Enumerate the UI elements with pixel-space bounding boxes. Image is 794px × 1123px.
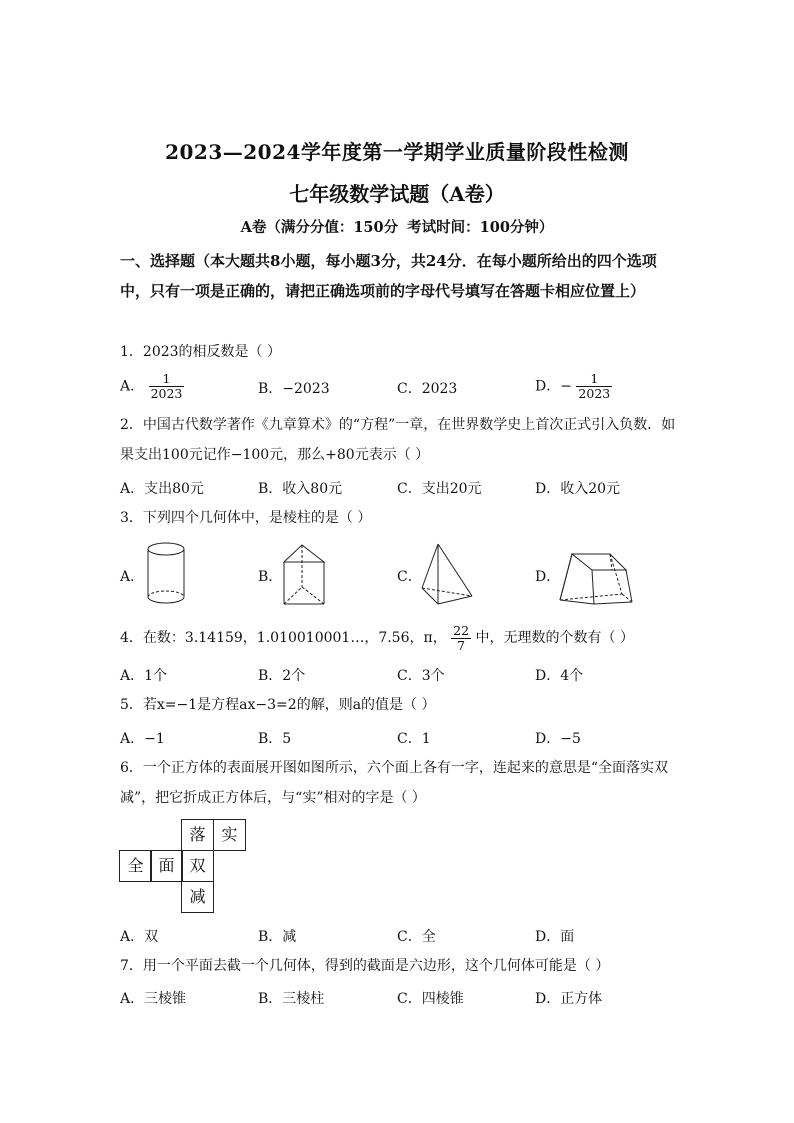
q4-fraction-numerator: 22 [453,622,470,638]
q2-option-a: A．支出80元 [120,481,204,497]
q1-option-a-label: A． [120,378,145,395]
q6-option-d: D．面 [535,929,575,945]
q4-stem [120,623,680,653]
q5-option-c: C．1 [397,731,431,747]
q1-option-a-fraction [149,372,185,401]
q4-option-b: B．2个 [258,668,306,684]
q1-stem: 1．2023的相反数是（ ） [120,344,281,360]
q2-options [120,478,680,502]
q1-option-a-denominator: 2023 [150,386,183,401]
q2-option-c: C．支出20元 [397,481,482,497]
q5-option-b: B．5 [258,731,292,747]
q2-option-d: D．收入20元 [535,481,621,497]
q1-option-a-numerator: 1 [149,372,185,387]
q7-options [120,988,680,1012]
cube-net [119,819,249,914]
q2-option-b: B．收入80元 [258,481,343,497]
q5-options [120,728,680,752]
net-cell-shuang: 双 [181,850,214,882]
pyramid-figure [418,540,478,610]
q5-option-a: A．−1 [120,731,165,747]
q4-option-d: D．4个 [535,668,584,684]
q5-stem: 5．若x=−1是方程ax−3=2的解，则a的值是（ ） [120,697,436,713]
net-cell-luo: 落 [181,819,214,851]
q4-options [120,665,680,689]
q6-stem: 6．一个正方体的表面展开图如图所示，六个面上各有一字，连起来的意思是“全面落实双减”，把它折成正方体后，与“实”相对的字是（ ） [120,760,669,806]
q7-option-d: D．正方体 [535,991,603,1007]
q4-fraction-denominator: 7 [457,637,466,653]
q6-options [120,926,680,950]
q1-option-d-numerator: 1 [576,372,612,387]
net-cell-mian: 面 [150,850,183,882]
q4-option-a: A．1个 [120,668,168,684]
q1-option-a [120,372,184,401]
q6-option-c: C．全 [397,929,436,945]
frustum-figure [556,544,636,610]
cylinder-figure [142,540,192,610]
q1-option-d-fraction [576,372,612,401]
q7-option-c: C．四棱锥 [397,991,464,1007]
exam-info: A卷（满分分值：150分 考试时间：100分钟） [240,219,554,236]
q4-stem-pre: 4．在数：3.14159，1.010010001…，7.56，π， [120,630,447,646]
q3-stem: 3．下列四个几何体中，是棱柱的是（ ） [120,510,372,526]
q7-option-a: A．三棱锥 [120,991,187,1007]
q1-option-b: B．−2023 [258,381,330,397]
exam-title: 2023—2024学年度第一学期学业质量阶段性检测 [165,140,629,164]
q1-options [120,371,680,401]
net-cell-shi: 实 [213,819,246,851]
q4-option-c: C．3个 [397,668,445,684]
q4-stem-post: 中，无理数的个数有（ ） [475,630,634,646]
q4-fraction [451,624,471,653]
q1-option-d-denominator: 2023 [578,386,611,401]
exam-subtitle: 七年级数学试题（A卷） [289,182,505,206]
q7-option-b: B．三棱柱 [258,991,325,1007]
section1-heading: 一、选择题（本大题共8小题，每小题3分，共24分．在每小题所给出的四个选项中，只有一项是正确的，请把正确选项前的字母代号填写在答题卡相应位置上） [120,252,657,300]
q3-option-b: B． [258,569,283,585]
q6-option-a: A．双 [120,929,159,945]
q1-option-d [535,372,612,401]
q5-option-d: D．−5 [535,731,581,747]
triangular-prism-figure [280,542,330,610]
net-cell-jian: 减 [181,881,214,913]
q3-option-c: C． [397,569,422,585]
q7-stem: 7．用一个平面去截一个几何体，得到的截面是六边形，这个几何体可能是（ ） [120,958,610,974]
q1-option-d-label: D．− [535,378,572,395]
q6-option-b: B．减 [258,929,297,945]
net-cell-quan: 全 [119,850,152,882]
q3-option-d: D． [535,569,561,585]
q2-stem: 2．中国古代数学著作《九章算术》的“方程”一章，在世界数学史上首次正式引入负数．如果支出100元记作−100元，那么+80元表示（ ） [120,417,676,463]
q3-option-a: A． [120,569,145,585]
q1-option-c: C．2023 [397,381,458,397]
